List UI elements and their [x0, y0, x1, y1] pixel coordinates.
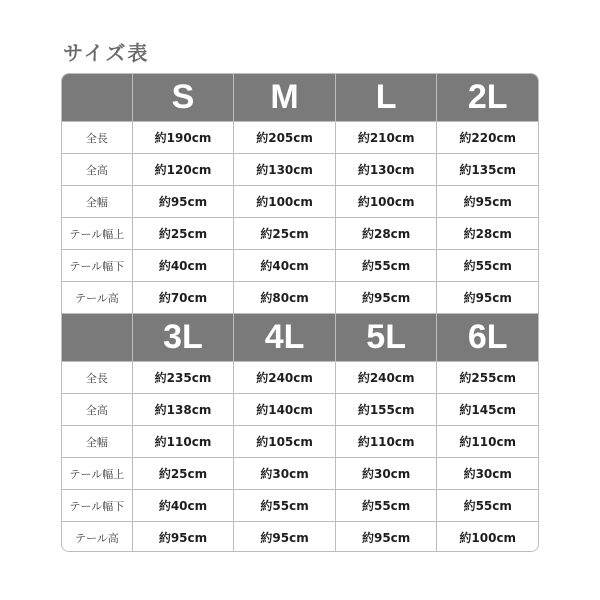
row-label: 全長 [62, 122, 133, 153]
value-cell: 約55cm [336, 250, 438, 281]
header-corner [62, 74, 133, 121]
row-label: 全高 [62, 154, 133, 185]
value-cell: 約30cm [234, 458, 336, 489]
value-cell: 約28cm [463, 227, 512, 241]
table-row [62, 153, 538, 185]
value-cell: 約205cm [234, 122, 336, 153]
table-row [62, 121, 538, 153]
value-cell: 約130cm [336, 154, 438, 185]
value-cell: 約55cm [463, 259, 512, 273]
table-row [62, 281, 538, 313]
table-row [62, 457, 538, 489]
row-label: テール幅下 [62, 250, 133, 281]
size-section-2 [62, 313, 538, 552]
value-cell: 約55cm [234, 490, 336, 521]
size-table [61, 73, 539, 552]
row-label: テール幅上 [62, 458, 133, 489]
row-label: 全幅 [62, 426, 133, 457]
value-cell: 約55cm [336, 490, 438, 521]
value-cell: 約255cm [459, 371, 517, 385]
value-cell: 約240cm [336, 362, 438, 393]
value-cell: 約25cm [234, 218, 336, 249]
value-cell: 約25cm [133, 458, 235, 489]
row-label: 全長 [62, 362, 133, 393]
value-cell: 約25cm [133, 218, 235, 249]
value-cell: 約95cm [234, 522, 336, 552]
value-cell: 約120cm [133, 154, 235, 185]
size-header: 3L [133, 314, 235, 361]
row-label: 全幅 [62, 186, 133, 217]
size-header: M [234, 74, 336, 121]
value-cell: 約40cm [234, 250, 336, 281]
value-cell: 約100cm [459, 531, 517, 545]
size-header-row [62, 313, 538, 361]
value-cell: 約145cm [459, 403, 517, 417]
table-row [62, 361, 538, 393]
table-row [62, 425, 538, 457]
value-cell: 約235cm [133, 362, 235, 393]
value-cell: 約80cm [234, 282, 336, 313]
page-title: サイズ表 [63, 41, 150, 65]
size-header: 6L [467, 318, 508, 356]
row-label: テール高 [62, 282, 133, 313]
table-row [62, 521, 538, 552]
size-header: L [336, 74, 438, 121]
table-row [62, 217, 538, 249]
value-cell: 約95cm [463, 195, 512, 209]
value-cell: 約28cm [336, 218, 438, 249]
row-label: テール幅下 [62, 490, 133, 521]
value-cell: 約100cm [336, 186, 438, 217]
value-cell: 約95cm [463, 291, 512, 305]
value-cell: 約95cm [133, 522, 235, 552]
value-cell: 約155cm [336, 394, 438, 425]
table-row [62, 249, 538, 281]
value-cell: 約95cm [336, 282, 438, 313]
header-corner [62, 314, 133, 361]
value-cell: 約55cm [463, 499, 512, 513]
value-cell: 約110cm [133, 426, 235, 457]
value-cell: 約30cm [463, 467, 512, 481]
size-header: S [133, 74, 235, 121]
value-cell: 約95cm [133, 186, 235, 217]
value-cell: 約95cm [336, 522, 438, 552]
table-row [62, 489, 538, 521]
value-cell: 約70cm [133, 282, 235, 313]
size-header: 2L [467, 78, 508, 116]
value-cell: 約240cm [234, 362, 336, 393]
value-cell: 約210cm [336, 122, 438, 153]
value-cell: 約40cm [133, 490, 235, 521]
value-cell: 約105cm [234, 426, 336, 457]
value-cell: 約40cm [133, 250, 235, 281]
value-cell: 約110cm [336, 426, 438, 457]
size-header: 4L [234, 314, 336, 361]
row-label: テール高 [62, 522, 133, 552]
row-label: テール幅上 [62, 218, 133, 249]
size-section-1 [62, 74, 538, 313]
value-cell: 約220cm [459, 131, 517, 145]
value-cell: 約135cm [459, 163, 517, 177]
value-cell: 約110cm [459, 435, 517, 449]
table-row [62, 185, 538, 217]
size-header-row [62, 74, 538, 121]
table-row [62, 393, 538, 425]
value-cell: 約30cm [336, 458, 438, 489]
value-cell: 約100cm [234, 186, 336, 217]
value-cell: 約138cm [133, 394, 235, 425]
value-cell: 約140cm [234, 394, 336, 425]
size-header: 5L [336, 314, 438, 361]
row-label: 全高 [62, 394, 133, 425]
value-cell: 約130cm [234, 154, 336, 185]
value-cell: 約190cm [133, 122, 235, 153]
